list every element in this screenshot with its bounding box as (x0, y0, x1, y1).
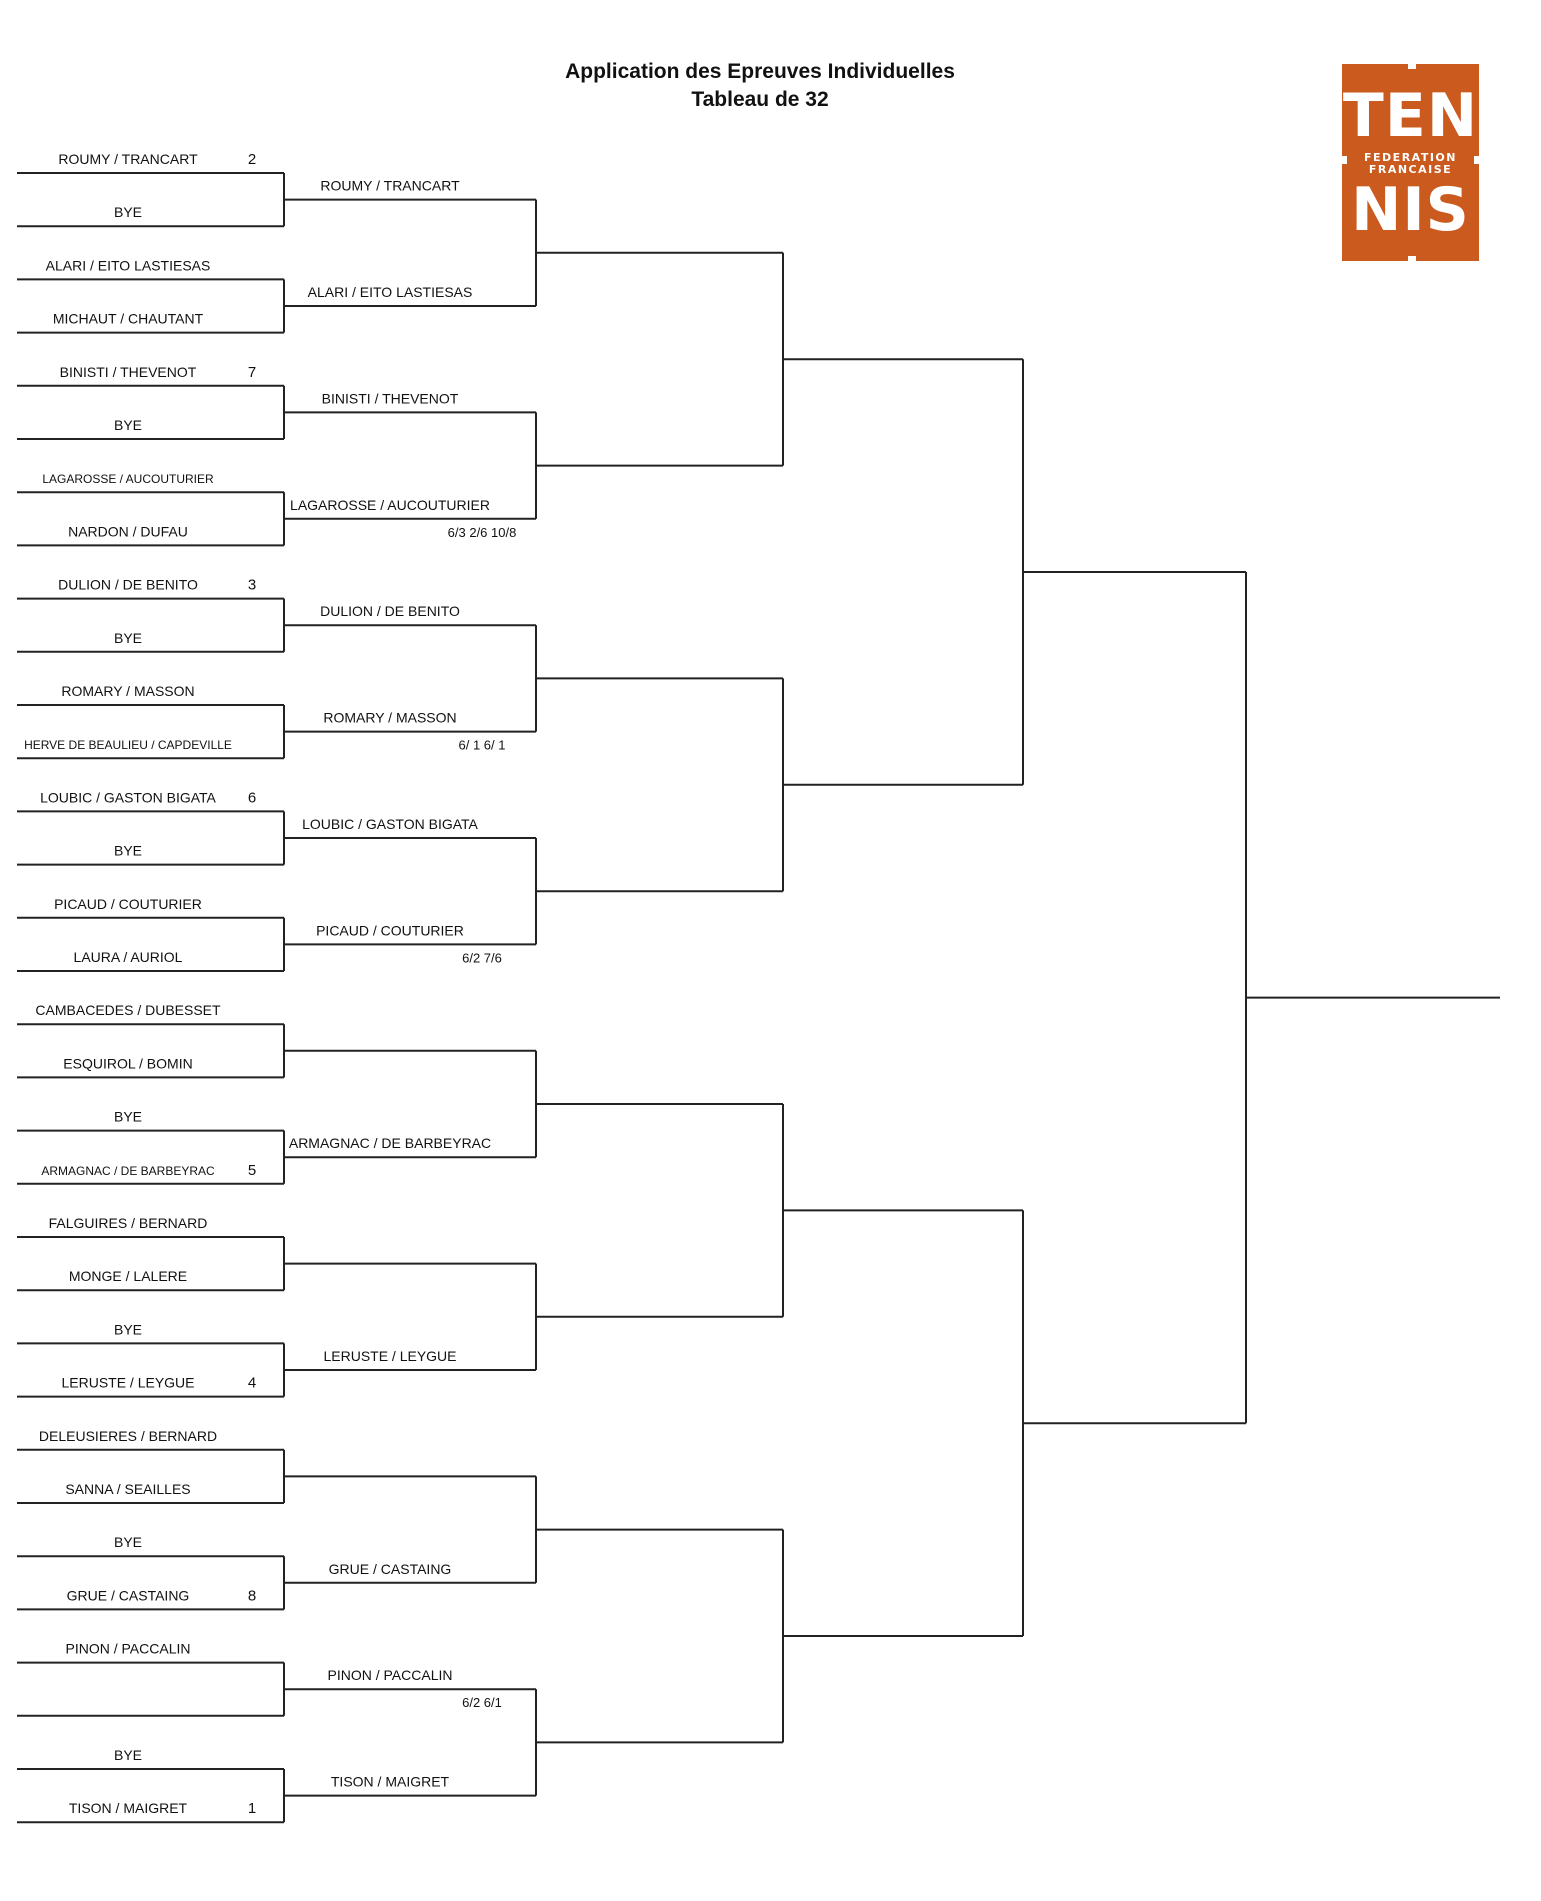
round1-entry: BYE (113, 629, 143, 646)
round1-entry: MICHAUT / CHAUTANT (52, 310, 204, 327)
seed-number: 3 (247, 576, 257, 594)
round2-entry: ALARI / EITO LASTIESAS (307, 284, 473, 300)
round2-entries (289, 178, 516, 1790)
round1-entry: LAGAROSSE / AUCOUTURIER (42, 472, 214, 487)
round1-entry: BYE (113, 1747, 143, 1763)
round1-entry: HERVE DE BEAULIEU / CAPDEVILLE (24, 738, 232, 753)
round1-entry: BINISTI / THEVENOT (59, 363, 197, 380)
round1-entry: LERUSTE / LEYGUE (61, 1374, 195, 1391)
seed-number: 7 (247, 363, 257, 381)
round2-entry: DULION / DE BENITO (320, 603, 460, 620)
round1-entry: FALGUIRES / BERNARD (48, 1215, 208, 1231)
round1-entry: LOUBIC / GASTON BIGATA (40, 789, 216, 806)
round2-entry: TISON / MAIGRET (330, 1773, 450, 1790)
round2-entry: ROUMY / TRANCART (320, 177, 460, 194)
round1-entry: BYE (113, 204, 143, 221)
logo-text-nis: NIS (1351, 175, 1470, 245)
round1-entry: GRUE / CASTAING (66, 1587, 190, 1604)
round1-entry: ALARI / EITO LASTIESAS (45, 257, 211, 274)
seed-number: 8 (247, 1587, 257, 1605)
round2-entry: PICAUD / COUTURIER (316, 922, 464, 939)
round2-entry: PINON / PACCALIN (327, 1667, 453, 1684)
round1-entry: TISON / MAIGRET (68, 1800, 188, 1817)
round2-entry: ROMARY / MASSON (323, 709, 457, 726)
match-score: 6/2 7/6 (462, 950, 502, 966)
round1-entry: BYE (113, 1534, 143, 1551)
round1-entry: DULION / DE BENITO (58, 576, 198, 593)
round1-entry: ESQUIROL / BOMIN (63, 1055, 193, 1072)
sheet-subtitle: Tableau de 32 (691, 88, 829, 111)
seed-number: 5 (247, 1161, 257, 1179)
round2-entry: LERUSTE / LEYGUE (323, 1348, 457, 1364)
match-score: 6/3 2/6 10/8 (447, 524, 517, 540)
round1-entry: NARDON / DUFAU (68, 523, 188, 540)
round1-entries (24, 151, 256, 1817)
round1-entry: BYE (113, 842, 143, 859)
seed-number: 1 (247, 1800, 257, 1818)
round1-entry: PICAUD / COUTURIER (54, 895, 202, 912)
match-score: 6/ 1 6/ 1 (458, 737, 506, 753)
round1-entry: BYE (113, 417, 143, 433)
match-score: 6/2 6/1 (462, 1695, 502, 1711)
round2-entry: LAGAROSSE / AUCOUTURIER (290, 496, 490, 513)
logo-text-federation: FEDERATION (1364, 151, 1457, 164)
round1-entry: CAMBACEDES / DUBESSET (35, 1002, 221, 1019)
round2-entry: LOUBIC / GASTON BIGATA (302, 816, 478, 832)
bracket-lines (17, 173, 1500, 1822)
logo-text-ten: TEN (1342, 81, 1479, 151)
seed-number: 6 (247, 789, 257, 807)
round1-entry: DELEUSIERES / BERNARD (38, 1427, 218, 1444)
round1-entry: BYE (113, 1321, 143, 1338)
seed-number: 2 (247, 151, 257, 168)
seed-number: 4 (247, 1374, 257, 1392)
round1-entry: ROUMY / TRANCART (58, 151, 198, 167)
round1-entry: ARMAGNAC / DE BARBEYRAC (41, 1163, 215, 1178)
round1-entry: PINON / PACCALIN (65, 1640, 191, 1657)
round2-entry: GRUE / CASTAING (328, 1560, 452, 1577)
round2-entry: ARMAGNAC / DE BARBEYRAC (288, 1135, 492, 1152)
round1-entry: MONGE / LALERE (68, 1268, 188, 1285)
round1-entry: LAURA / AURIOL (73, 949, 183, 965)
round2-entry: BINISTI / THEVENOT (321, 390, 459, 407)
logo-text-francaise: FRANCAISE (1368, 163, 1453, 176)
round1-entry: BYE (113, 1108, 143, 1125)
round1-entry: SANNA / SEAILLES (65, 1481, 191, 1497)
round1-entry: ROMARY / MASSON (61, 683, 195, 699)
sheet-title: Application des Epreuves Individuelles (565, 60, 955, 83)
